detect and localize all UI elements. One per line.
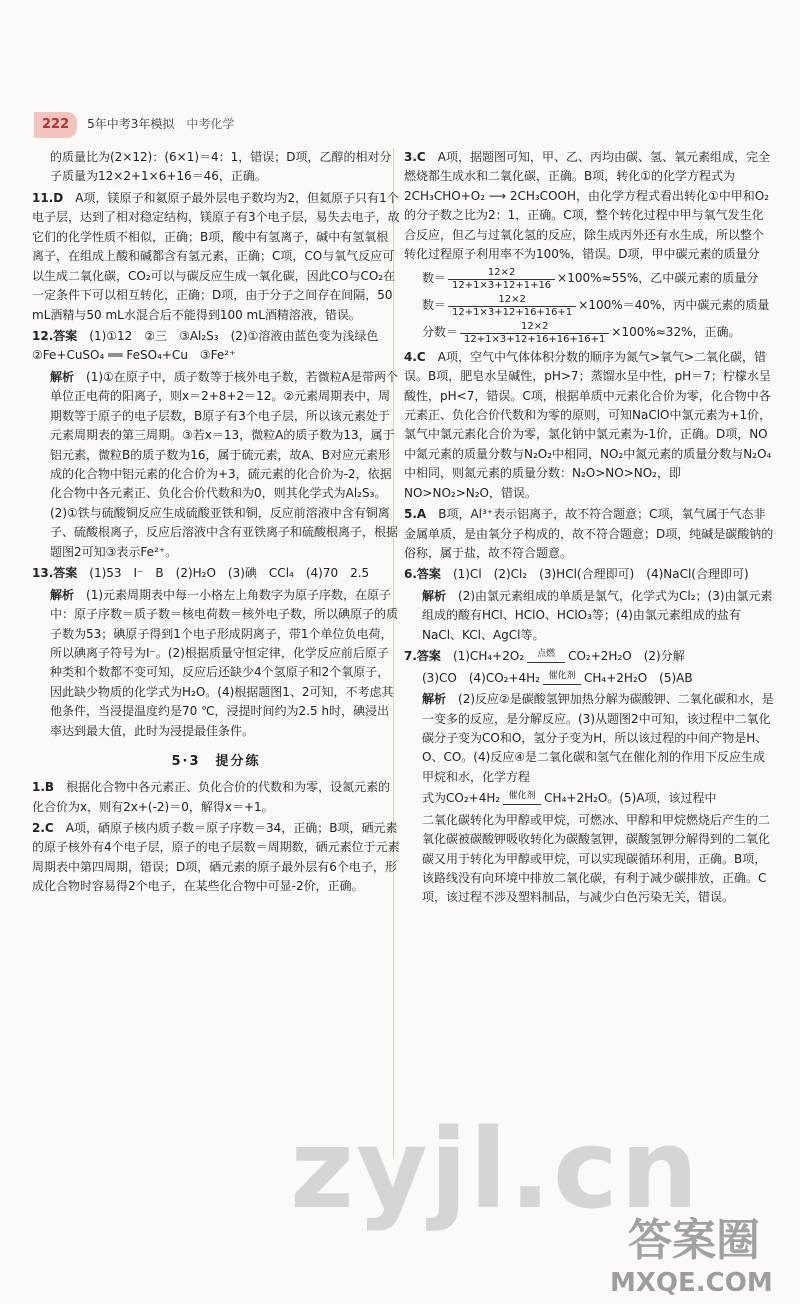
q3-text: A项，据题图可知，甲、乙、丙均由碳、氢、氧元素组成，完全燃烧都生成水和二氧化碳，正确。B项，转化①的化学方程式为2CH₃CHO+O₂ ⟶ 2CH₃COOH，由化学方程式看出转化①中甲和O₂的分子数之比为2：1，正确。C项，整个转化过程中甲与氧气发生化合反应，但乙与过氧化氢的反应，除生成丙外还有水生成，所以整个转化过程原子利用率不为100%，错误。D项，甲中碳元素的质量分 <box>404 150 770 262</box>
q13-number: 13.答案 <box>32 566 78 581</box>
q11-number: 11.D <box>32 190 64 205</box>
q13-analysis-label: 解析 <box>50 587 75 602</box>
q12-analysis-label: 解析 <box>50 369 75 384</box>
q7-eq1-left: (1)CH₄+2O₂ <box>452 649 525 664</box>
q11-block <box>32 189 400 325</box>
q12-analysis <box>32 368 400 562</box>
fraction-row-3 <box>404 321 774 346</box>
q12-number: 12.答案 <box>32 328 78 343</box>
fraction-3-suffix: ×100%≈32%，正确。 <box>611 325 741 340</box>
q7-analysis <box>404 690 774 787</box>
reaction-arrow-1 <box>527 650 565 663</box>
q12-answer <box>32 327 400 366</box>
p1-number: 1.B <box>32 780 55 795</box>
subject-label: 中考化学 <box>186 117 235 132</box>
fraction-2-suffix: ×100%＝40%，丙中碳元素的质量 <box>578 298 770 313</box>
q6-answer <box>404 565 774 584</box>
q6-analysis-label: 解析 <box>422 588 447 603</box>
right-column <box>404 148 774 910</box>
equals-line-1 <box>527 659 565 663</box>
page-number: 222 <box>34 112 77 137</box>
p2-text: A项，硒原子核内质子数＝原子序数＝34，正确；B项，硒元素的原子核外有4个电子层，原子的电子层数＝周期数，硒元素位于元素周期表中第四周期，错误；D项，硒元素的原子最外层有6个电子，形成化合物时容易得2个电子，在某些化合物中可显-2价，正确。 <box>32 821 400 894</box>
reaction-condition-3: 催化剂 <box>508 791 536 802</box>
reaction-condition-2: 催化剂 <box>548 670 576 681</box>
section-title: 5·3 提分练 <box>171 754 261 770</box>
q7-analysis-2: 二氧化碳转化为甲醇或甲烷，可燃冰、甲醇和甲烷燃烧后产生的二氧化碳被碳酸钾吸收转化为碳酸氢钾，碳酸氢钾分解得到的二氧化碳又用于转化为甲醇或甲烷，可以实现碳循环利用，正确。B项，该路线没有向环境中排放二氧化碳，有利于减少碳排放，正确。C项，该过程不涉及塑料制品，与减少白色污染无关，错误。 <box>422 812 771 905</box>
q6-analysis <box>404 587 774 645</box>
fraction-row-1 <box>404 267 774 292</box>
reaction-arrow-2 <box>543 672 581 685</box>
q4-number: 4.C <box>404 349 426 364</box>
fraction-3-denominator: 12+1×3+12+16+16+16+1 <box>464 333 606 345</box>
p1-block <box>32 778 400 817</box>
q7-analysis-text-1: (2)反应②是碳酸氢钾加热分解为碳酸钾、二氧化碳和水，是一变多的反应，是分解反应。(3)从题图2中可知，该过程中二氧化碳分子变为CO和O，氢分子变为H，所以该过程的中间产物是H、O、CO。(4)反应④是二氧化碳和氢气在催化剂的作用下反应生成甲烷和水，化学方程 <box>422 692 774 784</box>
left-column <box>32 148 400 899</box>
q6-answer-text: (1)Cl (2)Cl₂ (3)HCl(合理即可) (4)NaCl(合理即可) <box>452 567 749 582</box>
book-title: 5年中考3年模拟 <box>87 117 175 132</box>
q3-number: 3.C <box>404 150 426 164</box>
fraction-2-numerator: 12×2 <box>448 294 576 307</box>
q7-equation-line <box>404 789 774 808</box>
fraction-row-2 <box>404 294 774 319</box>
reaction-arrow-3 <box>503 792 541 805</box>
q13-analysis <box>32 586 400 742</box>
q3-block <box>404 148 774 265</box>
q13-analysis-text: (1)元素周期表中每一小格左上角数字为原子序数，在原子中：原子序数＝质子数＝核电荷数＝核外电子数，所以碘原子的质子数为53；碘原子得到1个电子形成阴离子，带1个单位负电荷，所以碘离子符号为I⁻。(2)根据质量守恒定律，化学反应前后原子种类和个数都不变可知，反应后还缺少4个氢原子和2个氧原子，因此缺少物质的化学式为H₂O。(4)根据题图1、2可知，不考虑其他条件，当浸提温度约是70 ℃，浸提时间约为2.5 h时，碘浸出率达到最大值，此时为浸提最佳条件。 <box>50 587 399 738</box>
fraction-2-prefix: 数＝ <box>422 298 447 313</box>
fraction-1-numerator: 12×2 <box>448 267 555 280</box>
q7-eq2-left: (3)CO (4)CO₂+4H₂ <box>422 670 540 685</box>
q7-eq3-right: CH₄+2H₂O。(5)A项，该过程中 <box>544 791 717 806</box>
p1-text: 根据化合物中各元素正、负化合价的代数和为零，设氮元素的化合价为x，则有2x+(-2)＝0，解得x＝+1。 <box>32 780 391 814</box>
q10-continuation: 的质量比为(2×12)：(6×1)＝4：1，错误；D项，乙醇的相对分子质量为12×2+1×6+16＝46，正确。 <box>50 150 392 184</box>
q5-text: B项，Al³⁺表示铝离子，故不符合题意；C项，氧气属于气态非金属单质，是由氧分子构成的，故不符合题意；D项，纯碱是碳酸钠的俗称，属于盐，故不符合题意。 <box>404 507 774 560</box>
q7-analysis-label: 解析 <box>422 692 447 707</box>
q6-number: 6.答案 <box>404 567 441 582</box>
q6-analysis-text: (2)由氯元素组成的单质是氯气，化学式为Cl₂；(3)由氯元素组成的酸有HCl、HClO、HClO₃等；(4)由氯元素组成的盐有NaCl、KCl、AgCl等。 <box>422 588 773 642</box>
q4-block <box>404 348 774 504</box>
q12-analysis-text: (1)①在原子中，质子数等于核外电子数，若微粒A是带两个单位正电荷的阳离子，则x＝2+8+2＝12。②元素周期表中，周期数等于原子的电子层数，B原子有3个电子层，所以该元素处于元素周期表的第三周期。③若x＝13，微粒A的质子数为13，属于铝元素，微粒B的质子数为16，属于硫元素，故A、B对应元素形成的化合物中铝元素的化合价为+3，硫元素的化合价为-2，依据化合物中各元素正、负化合价代数和为0，则其化学式为Al₂S₃。(2)①铁与硫酸铜反应生成硫酸亚铁和铜，反应前溶液中含有铜离子、硫酸根离子，反应后溶液中含有亚铁离子和硫酸根离子，根据题图2可知③表示Fe²⁺。 <box>50 369 399 559</box>
q12-answer-text: (1)①12 ②三 ③Al₂S₃ (2)①溶液由蓝色变为浅绿色 ②Fe+CuSO₄ ══ FeSO₄+Cu ③Fe²⁺ <box>32 328 391 363</box>
fraction-1 <box>448 267 555 292</box>
equals-line-2 <box>543 681 581 685</box>
q7-answer-line-2 <box>404 669 774 688</box>
q7-answer-line-1 <box>404 647 774 666</box>
fraction-3-prefix: 分数＝ <box>422 325 459 340</box>
page-header <box>34 110 234 140</box>
fraction-2-denominator: 12+1×3+12+16+16+1 <box>452 306 573 318</box>
watermark-main: zyjl.cn <box>290 1105 701 1233</box>
q13-answer <box>32 564 400 583</box>
watermark-site: MXQE.COM <box>610 1268 773 1298</box>
watermark-logo: 答案圈 <box>628 1215 760 1266</box>
q5-block <box>404 505 774 563</box>
q7-eq3-left: 式为CO₂+4H₂ <box>422 791 501 806</box>
q5-number: 5.A <box>404 507 427 522</box>
fraction-1-denominator: 12+1×3+12+1+16 <box>452 279 552 291</box>
p2-block <box>32 819 400 897</box>
q13-answer-text: (1)53 I⁻ B (2)H₂O (3)碘 CCl₄ (4)70 2.5 <box>89 566 370 581</box>
q7-number: 7.答案 <box>404 649 441 664</box>
fraction-3 <box>460 321 609 346</box>
q7-eq1-right: CO₂+2H₂O (2)分解 <box>568 649 685 664</box>
q7-eq2-right: CH₄+2H₂O (5)AB <box>583 670 693 685</box>
fraction-1-prefix: 数＝ <box>422 271 447 286</box>
q11-text: A项，镁原子和氦原子最外层电子数均为2，但氦原子只有1个电子层，达到了相对稳定结构，镁原子有3个电子层，易失去电子，故它们的化学性质不相似，正确；B项，酸中有氢离子，碱中有氢氧根离子，在组成上酸和碱都含有氢元素，正确；C项，CO与氧气反应可以生成二氧化碳，CO₂可以与碳反应生成一氧化碳，因此CO与CO₂在一定条件下可以相互转化，正确；D项，由于分子之间存在间隔，50 mL酒精与50 mL水混合后不能得到100 mL酒精溶液，错误。 <box>32 190 400 322</box>
fraction-2 <box>448 294 576 319</box>
fraction-1-suffix: ×100%≈55%，乙中碳元素的质量分 <box>557 271 759 286</box>
p2-number: 2.C <box>32 821 54 836</box>
fraction-3-numerator: 12×2 <box>460 321 609 334</box>
equals-line-3 <box>503 801 541 805</box>
reaction-condition-1: 点燃 <box>537 649 556 660</box>
q4-text: A项，空气中气体体积分数的顺序为氮气>氧气>二氧化碳，错误。B项，肥皂水呈碱性，pH>7；蒸馏水呈中性，pH＝7；柠檬水呈酸性，pH<7，错误。C项，根据单质中元素化合价为零，化合物中各元素正、负化合价代数和为零的原则，可知NaClO中氯元素为+1价，氯气中氯元素化合价为零，氯化钠中氯元素为-1价，正确。D项，NO中氮元素的质量分数与N₂O₂中相同，NO₂中氮元素的质量分数与N₂O₄中相同，则氮元素的质量分数：N₂O>NO>NO₂，即NO>NO₂>N₂O，错误。 <box>404 349 772 500</box>
